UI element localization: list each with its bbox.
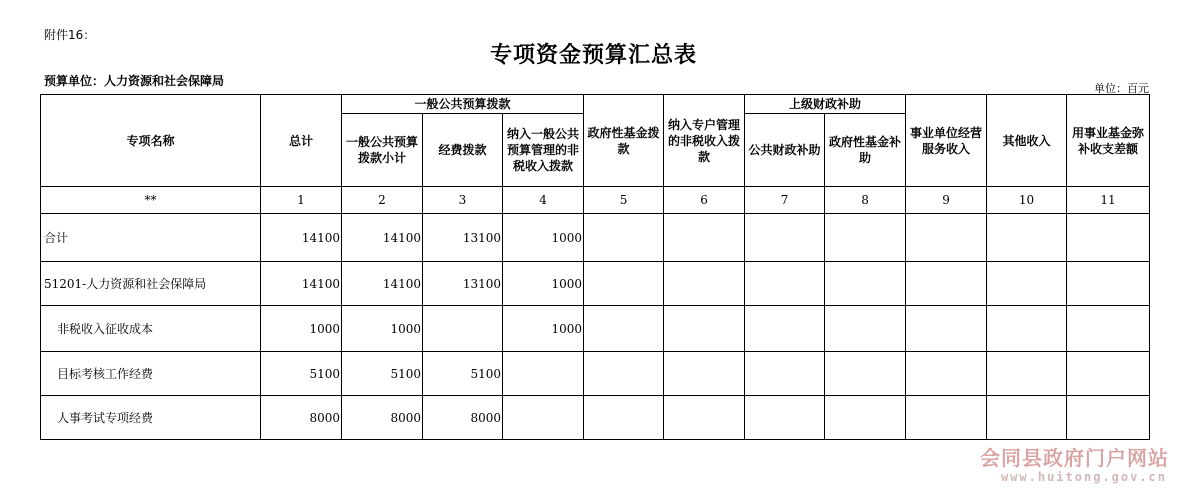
- cell-special-non-tax: [664, 214, 745, 262]
- site-url-watermark: www.huitong.gov.cn: [1000, 470, 1167, 484]
- cell-gov-fund: [584, 306, 664, 352]
- cell-special-non-tax: [664, 396, 745, 440]
- index-cell: 7: [745, 187, 825, 214]
- cell-gov-fund-subsidy: [825, 352, 906, 396]
- cell-institution-income: [906, 214, 987, 262]
- cell-general-subtotal: 14100: [342, 214, 423, 262]
- cell-operating-funds: 13100: [423, 214, 503, 262]
- cell-institution-income: [906, 396, 987, 440]
- cell-fund-offset: [1067, 262, 1150, 306]
- col-header-gov-fund-subsidy: 政府性基金补助: [825, 114, 906, 187]
- cell-gov-fund-subsidy: [825, 262, 906, 306]
- row-name: 合计: [41, 214, 261, 262]
- col-header-special-non-tax: 纳入专户管理的非税收入拨款: [664, 95, 745, 187]
- index-cell: **: [41, 187, 261, 214]
- col-header-fund-offset: 用事业基金弥补收支差额: [1067, 95, 1150, 187]
- cell-gov-fund: [584, 262, 664, 306]
- cell-gov-fund-subsidy: [825, 306, 906, 352]
- row-name: 目标考核工作经费: [41, 352, 261, 396]
- index-cell: 8: [825, 187, 906, 214]
- index-cell: 10: [987, 187, 1067, 214]
- col-group-general-budget: 一般公共预算拨款: [342, 95, 584, 114]
- index-row: [41, 187, 1150, 214]
- cell-public-fiscal-subsidy: [745, 352, 825, 396]
- cell-operating-funds: 13100: [423, 262, 503, 306]
- col-header-operating-funds: 经费拨款: [423, 114, 503, 187]
- cell-special-non-tax: [664, 306, 745, 352]
- cell-public-fiscal-subsidy: [745, 262, 825, 306]
- index-cell: 5: [584, 187, 664, 214]
- cell-institution-income: [906, 262, 987, 306]
- cell-gov-fund-subsidy: [825, 396, 906, 440]
- table-row: [41, 306, 1150, 352]
- header-row-1: [41, 95, 1150, 114]
- cell-fund-offset: [1067, 306, 1150, 352]
- cell-total: 5100: [261, 352, 342, 396]
- cell-fund-offset: [1067, 214, 1150, 262]
- row-name: 人事考试专项经费: [41, 396, 261, 440]
- cell-public-fiscal-subsidy: [745, 306, 825, 352]
- attachment-label: 附件16：: [44, 28, 96, 42]
- col-header-item-name: 专项名称: [41, 95, 261, 187]
- index-cell: 9: [906, 187, 987, 214]
- cell-public-fiscal-subsidy: [745, 396, 825, 440]
- cell-operating-funds: [423, 306, 503, 352]
- cell-fund-offset: [1067, 352, 1150, 396]
- cell-gov-fund: [584, 214, 664, 262]
- cell-total: 8000: [261, 396, 342, 440]
- row-name: 非税收入征收成本: [41, 306, 261, 352]
- col-group-superior-subsidy: 上级财政补助: [745, 95, 906, 114]
- table-row: [41, 262, 1150, 306]
- cell-institution-income: [906, 352, 987, 396]
- col-header-institution-income: 事业单位经营服务收入: [906, 95, 987, 187]
- cell-non-tax-general: 1000: [503, 306, 584, 352]
- cell-special-non-tax: [664, 352, 745, 396]
- cell-fund-offset: [1067, 396, 1150, 440]
- col-header-total: 总计: [261, 95, 342, 187]
- cell-general-subtotal: 5100: [342, 352, 423, 396]
- cell-operating-funds: 5100: [423, 352, 503, 396]
- currency-unit-label: 单位：百元: [1094, 82, 1149, 95]
- cell-other-income: [987, 352, 1067, 396]
- index-cell: 4: [503, 187, 584, 214]
- cell-non-tax-general: [503, 396, 584, 440]
- site-watermark: 会同县政府门户网站: [980, 446, 1169, 470]
- budget-summary-table: [40, 94, 1150, 440]
- col-header-non-tax-general: 纳入一般公共预算管理的非税收入拨款: [503, 114, 584, 187]
- cell-non-tax-general: 1000: [503, 262, 584, 306]
- col-header-gov-fund: 政府性基金拨款: [584, 95, 664, 187]
- cell-operating-funds: 8000: [423, 396, 503, 440]
- cell-other-income: [987, 306, 1067, 352]
- budget-unit-label: 预算单位：人力资源和社会保障局: [44, 74, 225, 88]
- cell-institution-income: [906, 306, 987, 352]
- cell-gov-fund: [584, 352, 664, 396]
- index-cell: 11: [1067, 187, 1150, 214]
- cell-other-income: [987, 262, 1067, 306]
- cell-non-tax-general: 1000: [503, 214, 584, 262]
- index-cell: 3: [423, 187, 503, 214]
- index-cell: 6: [664, 187, 745, 214]
- cell-general-subtotal: 14100: [342, 262, 423, 306]
- cell-non-tax-general: [503, 352, 584, 396]
- col-header-general-subtotal: 一般公共预算拨款小计: [342, 114, 423, 187]
- cell-general-subtotal: 8000: [342, 396, 423, 440]
- col-header-other-income: 其他收入: [987, 95, 1067, 187]
- row-name: 51201-人力资源和社会保障局: [41, 262, 261, 306]
- cell-other-income: [987, 214, 1067, 262]
- cell-other-income: [987, 396, 1067, 440]
- index-cell: 1: [261, 187, 342, 214]
- col-header-public-fiscal-subsidy: 公共财政补助: [745, 114, 825, 187]
- page-title: 专项资金预算汇总表: [489, 43, 697, 68]
- cell-total: 14100: [261, 262, 342, 306]
- cell-special-non-tax: [664, 262, 745, 306]
- cell-total: 1000: [261, 306, 342, 352]
- cell-gov-fund: [584, 396, 664, 440]
- cell-gov-fund-subsidy: [825, 214, 906, 262]
- cell-total: 14100: [261, 214, 342, 262]
- table-row: [41, 214, 1150, 262]
- cell-public-fiscal-subsidy: [745, 214, 825, 262]
- table-row: [41, 352, 1150, 396]
- index-cell: 2: [342, 187, 423, 214]
- cell-general-subtotal: 1000: [342, 306, 423, 352]
- table-row: [41, 396, 1150, 440]
